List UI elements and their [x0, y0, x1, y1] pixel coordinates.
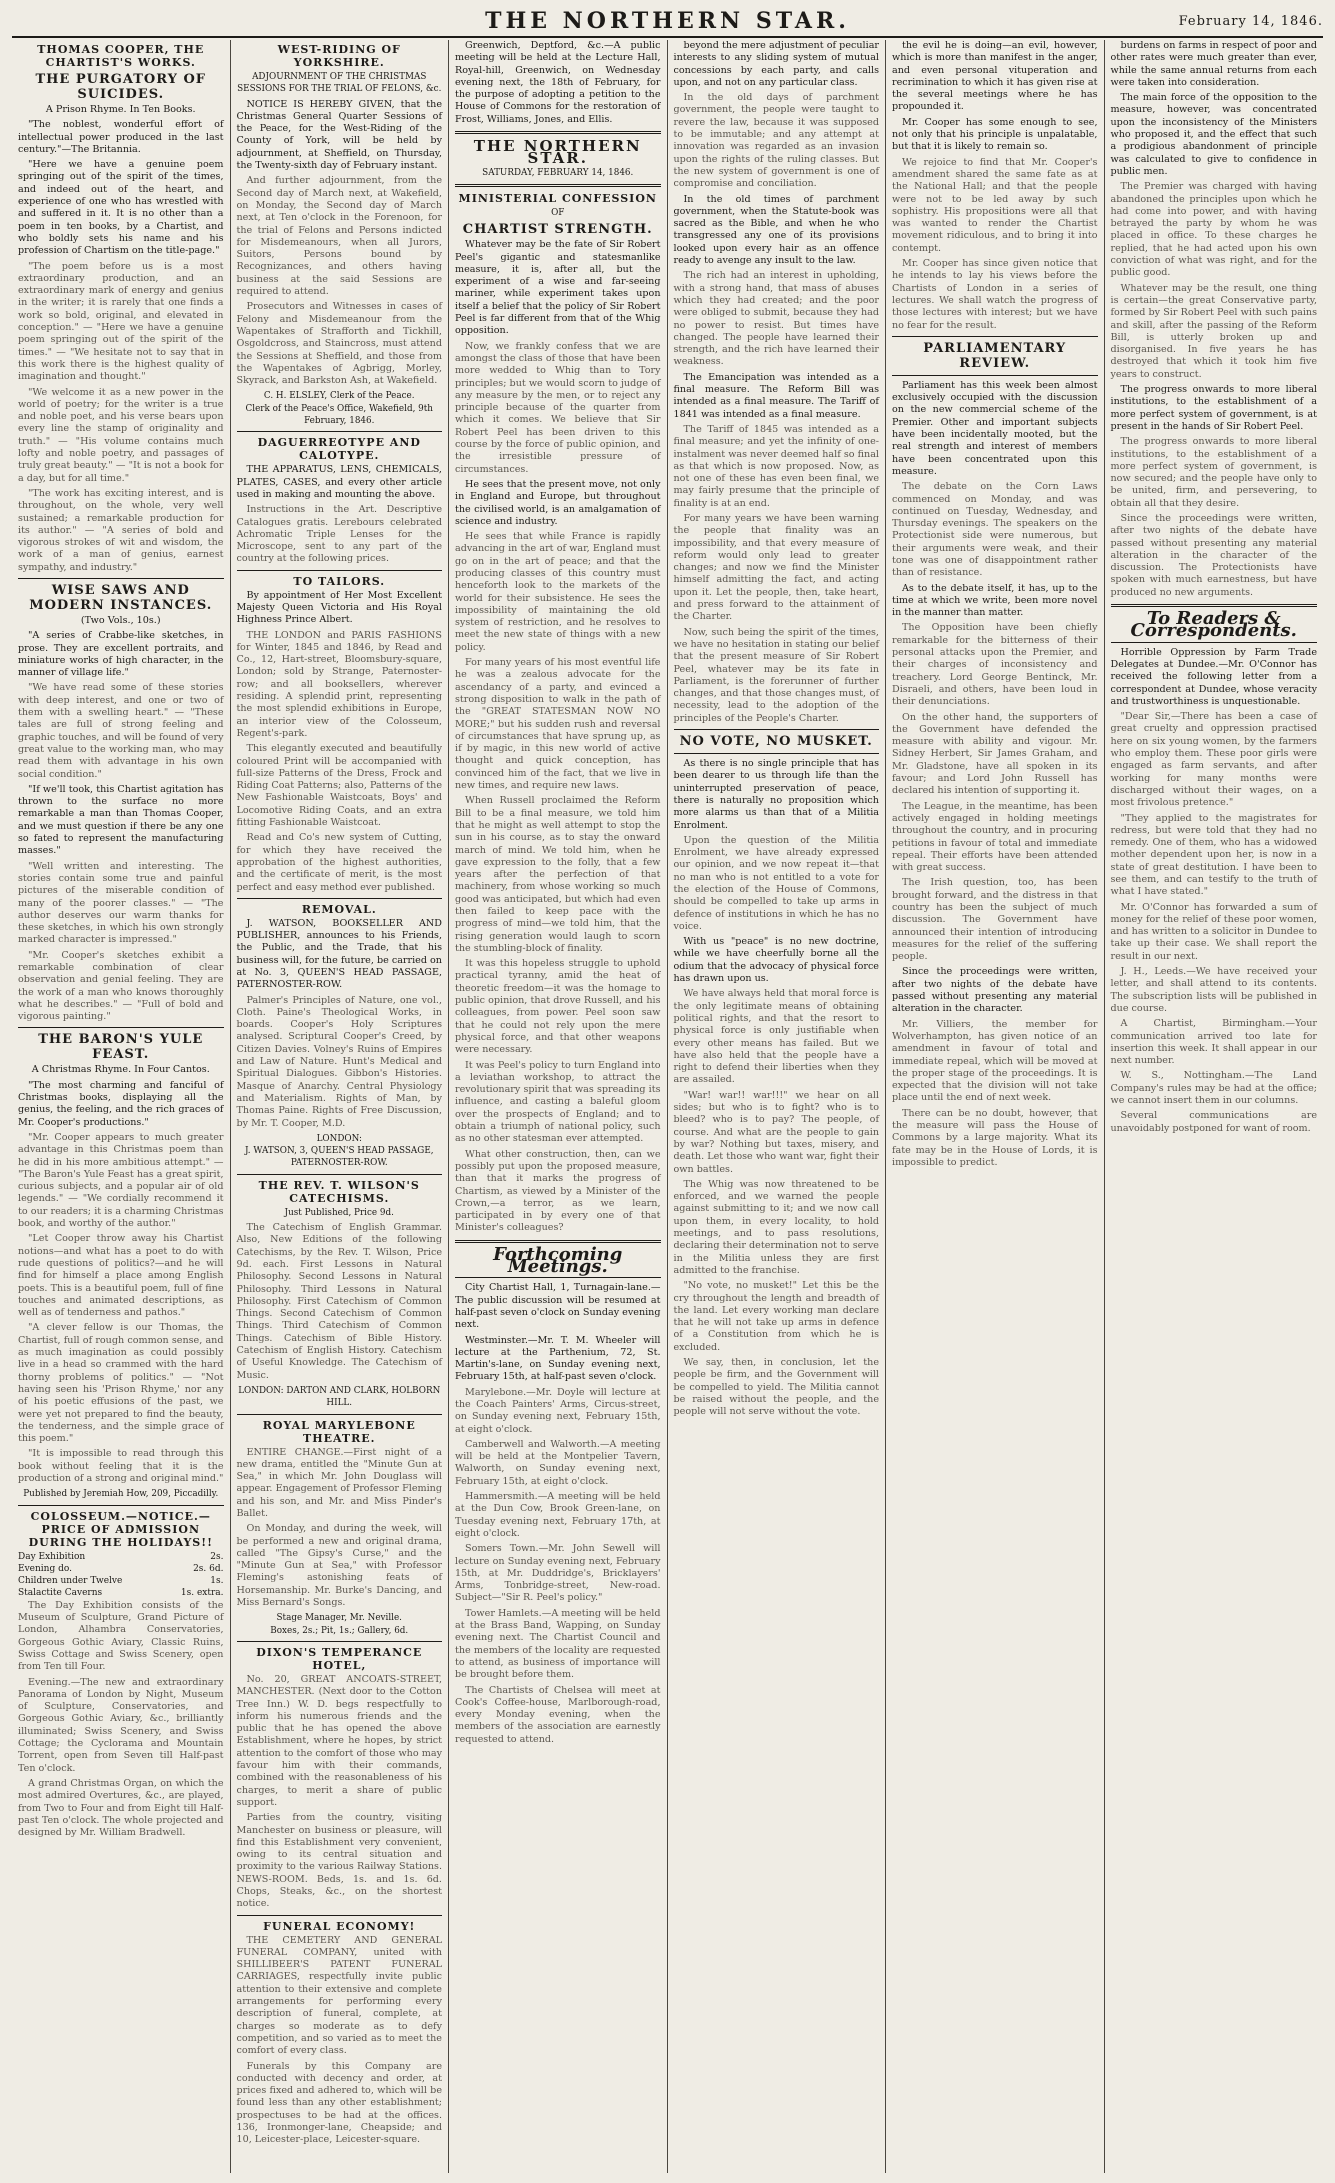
- editorial-paragraph: Whatever may be the fate of Sir Robert Peel's gigantic and statesmanlike measure, it is, after all, but the experiment of a wise and far-seeing mariner, while experiment takes upon itself a belief that the policy of Sir Robert Peel is far different from that of the Whig opposition.: [455, 239, 661, 337]
- theatre-heading: ROYAL MARYLEBONE THEATRE.: [262, 1418, 416, 1445]
- editorial-paragraph: the evil he is doing—an evil, however, which is more than manifest in the anger, and even personal vituperation and recrimination to which it has given rise at the several meetings where he has propounded it.: [892, 40, 1098, 113]
- purgatory-subtitle: A Prison Rhyme. In Ten Books.: [45, 104, 196, 115]
- review-paragraph: "Here we have a genuine poem springing out of the spirit of the times, and indeed out of the heart, and experience of one who has wrestled with and suffered in it. It is no other than a poem in ten books, by a Chartist, and who boldly sets his name and his profession of Chartism on the title-page.": [18, 159, 224, 257]
- review-paragraph: "If we'll took, this Chartist agitation has thrown to the surface no more remarkable a man than Thomas Cooper, and we must question if there be any one so fated to represent the manufacturing masses.": [18, 783, 224, 857]
- catechisms-heading: THE REV. T. WILSON'S CATECHISMS.: [258, 1178, 420, 1205]
- editorial-heading: MINISTERIAL CONFESSION: [458, 191, 657, 205]
- column-3: Greenwich, Deptford, &c.—A public meeting will be held at the Lecture Hall, Royal-hill, Greenwich, on Wednesday evening next, the 18th of February, for the purpose of adopting a petition to the House of Commons for the restoration of Frost, Williams, Jones, and Ellis. THE NORTHERN STAR. SATURDAY, FEBRUARY 14, 1846. MINISTERIAL CONFESSION OF CHARTIST STRENGTH. Whatever may be the fate of Sir Robert Peel's gigantic and statesmanlike measure, it is, after all, but the experiment of a wise and far-seeing mariner, while experiment takes upon itself a belief that the policy of Sir Robert Peel is far different from that of the Whig opposition. Now, we frankly confess that we are amongst the class of those that have been more wedded to Whig than to Tory principles; but we would scorn to judge of any measure by the men, or to reject any principle because of the quarter from which it comes. We believe that Sir Robert Peel has been driven to this course by the force of public opinion, and the irresistible pressure of circumstances. He sees that the present move, not only in England and Europe, but throughout the civilised world, is an amalgamation of science and industry. He sees that while France is rapidly advancing in the art of war, England must go on in the art of peace; and that the producing classes of this country must henceforth look to the markets of the world for their subsistence. He sees the impossibility of maintaining the old system of restriction, and he resolves to meet the new state of things with a new policy. For many years of his most eventful life he was a zealous advocate for the ascendancy of a party, and evinced a strong disposition to walk in the path of the "GREAT STATESMAN NOW NO MORE;" but his sudden rush and reversal of circumstances that have sprung up, as if by magic, in this new world of active thought and quick conception, has convinced him of the fact, that we live in new times, and require new laws. When Russell proclaimed the Reform Bill to be a final measure, we told him that he might as well attempt to stop the sun in his course, as to stay the onward march of mind. We told him, when he gave expression to the folly, that a few years after the perfection of that machinery, from whose working so much good was anticipated, but which had even then failed to keep pace with the progress of mind—we told him, that the rising generation would laugh to scorn the stumbling-block of finality. It was this hopeless struggle to uphold practical tyranny, amid the heat of theoretic freedom—it was the homage to public opinion, that drove Russell, and his colleagues, from power. Peel soon saw that he could not rely upon the mere physical force, and that other weapons were necessary. It was Peel's policy to turn England into a leviathan workshop, to attract the revolutionary spirit that was spreading its influence, and casting a baleful gloom over the prospects of England; and to obtain a triumph of national policy, such as no other statesman ever attempted. What other construction, then, can we possibly put upon the proposed measure, than that it marks the progress of Chartism, as viewed by a Minister of the Crown,—a terror, as we learn, participated in by every one of that Minister's colleagues? Forthcoming Meetings. City Chartist Hall, 1, Turnagain-lane.—The public discussion will be resumed at half-past seven o'clock on Sunday evening next. Westminster.—Mr. T. M. Wheeler will lecture at the Parthenium, 72, St. Martin's-lane, on Sunday evening next, February 15th, at half-past seven o'clock. Marylebone.—Mr. Doyle will lecture at the Coach Painters' Arms, Circus-street, on Sunday evening next, February 15th, at eight o'clock. Camberwell and Walworth.—A meeting will be held at the Montpelier Tavern, Walworth, on Sunday evening next, February 15th, at eight o'clock. Hammersmith.—A meeting will be held at the Dun Cow, Brook Green-lane, on Tuesday evening next, February 17th, at eight o'clock. Somers Town.—Mr. John Sewell will lecture on Sunday evening next, February 15th, at Mr. Duddridge's, Bricklayers' Arms, Tonbridge-street, New-road. Subject—"Sir R. Peel's policy." Tower Hamlets.—A meeting will be held at the Brass Band, Wapping, on Sunday evening next. The Chartist Council and the members of the locality are requested to attend, as business of importance will be brought before them. The Chartists of Chelsea will meet at Cook's Coffee-house, Marlborough-road, every Monday evening, when the members of the association are earnestly requested to attend.: [449, 40, 668, 2173]
- admission-prices: [18, 1551, 224, 1600]
- meetings-heading: Forthcoming Meetings.: [493, 1243, 623, 1278]
- review-paragraph: "The most charming and fanciful of Christmas books, displaying all the genius, the feeling, and the rich graces of Mr. Cooper's productions.": [18, 1079, 224, 1128]
- review-paragraph: "The noblest, wonderful effort of intellectual power produced in the last century."—The Britannia.: [18, 119, 224, 155]
- editorial-heading-of: OF: [551, 207, 565, 218]
- cooper-works-heading: THOMAS COOPER, THE CHARTIST'S WORKS.: [37, 43, 205, 69]
- parliament-paragraph: Parliament has this week been almost exclusively occupied with the discussion on the new commercial scheme of the Premier. Other and important subjects have been incidentally mooted, but the real strength and interest of members have been concentrated upon this measure.: [892, 379, 1098, 477]
- baron-feast-subtitle: A Christmas Rhyme. In Four Cantos.: [31, 1064, 210, 1076]
- price-row: Day Exhibition 2s.: [18, 1551, 224, 1562]
- correspondents-heading: To Readers & Correspondents.: [1130, 608, 1297, 642]
- meeting-notice: Westminster.—Mr. T. M. Wheeler will lecture at the Parthenium, 72, St. Martin's-lane, on Sunday evening next, February 15th, at half-past seven o'clock.: [455, 1334, 661, 1383]
- editorial-paragraph: The main force of the opposition to the measure, however, was concentrated upon the inconsistency of the Ministers who proposed it, and the effect that such a prodigious abandonment of principle was calculated to give to confidence in public men.: [1110, 92, 1317, 177]
- column-2: WEST-RIDING OF YORKSHIRE. ADJOURNMENT OF THE CHRISTMAS SESSIONS FOR THE TRIAL OF FELONS, &c. NOTICE IS HEREBY GIVEN, that the Christmas General Quarter Sessions of the Peace, for the West-Riding of the County of York, will be held by adjournment, at Sheffield, on Thursday, the Twenty-sixth day of February instant. And further adjournment, from the Second day of March next, at Wakefield, on Monday, the Second day of March next, at Ten o'clock in the Forenoon, for the trial of Felons and Persons indicted for Misdemeanours, when all Jurors, Suitors, Persons bound by Recognizances, and others having business at the said Sessions are required to attend. Prosecutors and Witnesses in cases of Felony and Misdemeanour from the Wapentakes of Strafforth and Tickhill, Osgoldcross, and Staincross, must attend the Sessions at Sheffield, and those from the Wapentakes of Agbrigg, Morley, Skyrack, and Barkston Ash, at Wakefield. C. H. ELSLEY, Clerk of the Peace. Clerk of the Peace's Office, Wakefield, 9th February, 1846. DAGUERREOTYPE AND CALOTYPE. THE APPARATUS, LENS, CHEMICALS, PLATES, CASES, and every other article used in making and mounting the above. Instructions in the Art. Descriptive Catalogues gratis. Lerebours celebrated Achromatic Triple Lenses for the Microscope, sent to any part of the country at the following prices. TO TAILORS. By appointment of Her Most Excellent Majesty Queen Victoria and His Royal Highness Prince Albert. THE LONDON and PARIS FASHIONS for Winter, 1845 and 1846, by Read and Co., 12, Hart-street, Bloomsbury-square, London; sold by Strange, Paternoster-row; and all booksellers, wherever residing. A splendid print, representing the most splendid exhibitions in Europe, an interior view of the Colosseum, Regent's-park. This elegantly executed and beautifully coloured Print will be accompanied with full-size Patterns of the Dress, Frock and Riding Coat Patterns; also, Patterns of the New Fashionable Waistcoats, Boys' and Locomotive Riding Coats, and an extra fitting Fashionable Waistcoat. Read and Co's new system of Cutting, for which they have received the approbation of the highest authorities, and the certificate of merit, is the most perfect and easy method ever published. REMOVAL. J. WATSON, BOOKSELLER AND PUBLISHER, announces to his Friends, the Public, and the Trade, that his business will, for the future, be carried on at No. 3, QUEEN'S HEAD PASSAGE, PATERNOSTER-ROW. Palmer's Principles of Nature, one vol., Cloth. Paine's Theological Works, in boards. Cooper's Holy Scriptures analysed. Scriptural Cooper's Creed, by Citizen Davies. Volney's Ruins of Empires and Law of Nature. Hunt's Medical and Spiritual Dialogues. Gibbon's Histories. Masque of Anarchy. Central Physiology and Materialism. Rights of Man, by Thomas Paine. Rights of Free Discussion, by Mr. T. Cooper, M.D. LONDON: J. WATSON, 3, QUEEN'S HEAD PASSAGE, PATERNOSTER-ROW. THE REV. T. WILSON'S CATECHISMS. Just Published, Price 9d. The Catechism of English Grammar. Also, New Editions of the following Catechisms, by the Rev. T. Wilson, Price 9d. each. First Lessons in Natural Philosophy. Second Lessons in Natural Philosophy. Third Lessons in Natural Philosophy. First Catechism of Common Things. Second Catechism of Common Things. Third Catechism of Common Things. Catechism of Bible History. Catechism of English History. Catechism of Useful Knowledge. The Catechism of Music. LONDON: DARTON AND CLARK, HOLBORN HILL. ROYAL MARYLEBONE THEATRE. ENTIRE CHANGE.—First night of a new drama, entitled the "Minute Gun at Sea," in which Mr. John Douglass will appear. Engagement of Professor Fleming and his son, and Mr. and Miss Pinder's Ballet. On Monday, and during the week, will be performed a new and original drama, called "The Gipsy's Curse," and the "Minute Gun at Sea," with Professor Fleming's astonishing feats of Horsemanship. Mr. Burke's Dancing, and Miss Bernard's Songs. Stage Manager, Mr. Neville. Boxes, 2s.; Pit, 1s.; Gallery, 6d. DIXON'S TEMPERANCE HOTEL, No. 20, GREAT ANCOATS-STREET, MANCHESTER. (Next door to the Cotton Tree Inn.) W. D. begs respectfully to inform his numerous friends and the public that he has opened the above Establishment, where he hopes, by strict attention to the comfort of those who may favour him with their commands, combined with the reasonableness of his charges, to merit a share of public support. Parties from the country, visiting Manchester on business or pleasure, will find this Establishment very convenient, owing to its central situation and proximity to the various Railway Stations. NEWS-ROOM. Beds, 1s. and 1s. 6d. Chops, Steaks, &c., on the shortest notice. FUNERAL ECONOMY! THE CEMETERY AND GENERAL FUNERAL COMPANY, united with SHILLIBEER'S PATENT FUNERAL CARRIAGES, respectfully invite public attention to their extensive and complete arrangements for performing every description of funeral, complete, at charges so moderate as to defy competition, and so varied as to meet the comfort of every class. Funerals by this Company are conducted with decency and order, at prices fixed and adhered to, which will be found less than any other establishment; prospectuses to be had at the offices. 136, Ironmonger-lane, Cheapside; and 10, Leicester-place, Leicester-square.: [231, 40, 450, 2173]
- catechisms-price: Just Published, Price 9d.: [284, 1207, 394, 1218]
- editorial-paragraph: The Emancipation was intended as a final measure. The Reform Bill was intended as a final measure. The Tariff of 1841 was intended as a final measure.: [673, 371, 879, 420]
- funeral-heading: FUNERAL ECONOMY!: [263, 1919, 416, 1933]
- purgatory-heading: THE PURGATORY OF SUICIDES.: [35, 72, 207, 102]
- no-vote-paragraph: As there is no single principle that has been dearer to us through life than the uninterrupted preservation of peace, there is naturally no proposition which more alarms us than that of a Militia Enrolment.: [673, 758, 879, 831]
- column-1: THOMAS COOPER, THE CHARTIST'S WORKS. THE PURGATORY OF SUICIDES. A Prison Rhyme. In Ten Books. "The noblest, wonderful effort of intellectual power produced in the last century."—The Britannia. "Here we have a genuine poem springing out of the spirit of the times, and indeed out of the heart, and experience of one who has wrestled with and suffered in it. It is no other than a poem in ten books, by a Chartist, and who boldly sets his name and his profession of Chartism on the title-page." "The poem before us is a most extraordinary production, and an extraordinary mark of energy and genius in the writer; it is rarely that one finds a work so bold, original, and elevated in conception." — "Here we have a genuine poem springing out of the spirit of the times." — "We hesitate not to say that in this work there is the highest quality of imagination and thought." "We welcome it as a new power in the world of poetry; for the writer is a true and noble poet, and his verse bears upon every line the stamp of originality and truth." — "His volume contains much lofty and noble poetry, and passages of truly great beauty." — "It is not a book for a day, but for all time." "The work has exciting interest, and is throughout, on the whole, very well sustained; a remarkable production for its author." — "A series of bold and vigorous strokes of wit and wisdom, the work of a man of genius, earnest sympathy, and industry." WISE SAWS AND MODERN INSTANCES. (Two Vols., 10s.) "A series of Crabbe-like sketches, in prose. They are excellent portraits, and miniature works of high character, in the manner of village life." "We have read some of these stories with deep interest, and one or two of them with a swelling heart." — "These tales are full of strong feeling and graphic touches, and will be found of very great value to the working man, who may read them with advantage in his own social condition." "If we'll took, this Chartist agitation has thrown to the surface no more remarkable a man than Thomas Cooper, and we must question if there be any one so fated to represent the manufacturing masses." "Well written and interesting. The stories contain some true and painful pictures of the miserable condition of many of the poorer classes." — "The author deserves our warm thanks for these sketches, in which his own strongly marked character is impressed." "Mr. Cooper's sketches exhibit a remarkable combination of clear observation and genial feeling. They are the work of a man who knows thoroughly what he describes." — "Full of bold and vigorous painting." THE BARON'S YULE FEAST. A Christmas Rhyme. In Four Cantos. "The most charming and fanciful of Christmas books, displaying all the genius, the feeling, and the rich graces of Mr. Cooper's productions." "Mr. Cooper appears to much greater advantage in this Christmas poem than he did in his more ambitious attempt." — "The Baron's Yule Feast has a great spirit, curious subjects, and a popular air of old legends." — "We cordially recommend it to our readers; it is a charming Christmas book, and worthy of the author." "Let Cooper throw away his Chartist notions—and what has a poet to do with rude questions of politics?—and he will find for himself a place among English poets. This is a beautiful poem, full of fine touches and animated descriptions, as well as of tenderness and pathos." "A clever fellow is our Thomas, the Chartist, full of rough common sense, and as much imagination as could possibly live in a head so crammed with the hard thorny problems of politics." — "Not having seen his 'Prison Rhyme,' nor any of his poetic effusions of the past, we were yet not prepared to find the beauty, the tenderness, and the simple grace of this poem." "It is impossible to read through this book without feeling that it is the production of a strong and original mind." Published by Jeremiah How, 209, Piccadilly. COLOSSEUM.—NOTICE.—PRICE OF ADMISSION DURING THE HOLIDAYS!! Day Exhibition 2s. Evening do. 2s. 6d. Children under Twelve 1s. Stalactite Caverns 1s. extra. The Day Exhibition consists of the Museum of Sculpture, Grand Picture of London, Alhambra Conservatories, Gorgeous Gothic Aviary, Classic Ruins, Swiss Cottage and Swiss Scenery, open from Ten till Four. Evening.—The new and extraordinary Panorama of London by Night, Museum of Sculpture, Conservatories, and Gorgeous Gothic Aviary, &c., brilliantly illuminated; Swiss Scenery, and Swiss Cottage; the Cyclorama and Mountain Torrent, open from Seven till Half-past Ten o'clock. A grand Christmas Organ, on which the most admired Overtures, &c., are played, from Two to Four and from Eight till Half-past Ten o'clock. The whole projected and designed by Mr. William Bradwell.: [12, 40, 231, 2173]
- editorial-paragraph: Mr. Cooper has some enough to see, not only that his principle is unpalatable, but that it is likely to remain so.: [892, 116, 1098, 153]
- column-4: beyond the mere adjustment of peculiar interests to any sliding system of mutual concessions by each party, and calls upon, and not on any particular class. In the old days of parchment government, the people were taught to revere the law, because it was supposed to be immutable; and any attempt at innovation was regarded as an invasion upon the rights of the ruling classes. But the new system of government is one of compromise and conciliation. In the old times of parchment government, when the Statute-book was sacred as the Bible, and when he who transgressed any one of its provisions looked upon every hair as an offence ready to avenge any insult to the law. The rich had an interest in upholding, with a strong hand, that mass of abuses which they had created; and the poor were obliged to submit, because they had no power to resist. But times have changed. The people have learned their strength, and the rich have learned their weakness. The Emancipation was intended as a final measure. The Reform Bill was intended as a final measure. The Tariff of 1841 was intended as a final measure. The Tariff of 1845 was intended as a final measure; and yet the infinity of one-instalment was never deemed half so final as that which is now proposed. Now, as not one of these has even been final, we may fairly presume that the principle of finality is at an end. For many years we have been warning the people that finality was an impossibility, and that every measure of reform would only lead to greater changes; and now we find the Minister himself admitting the fact, and acting upon it. Let the people, then, take heart, and press forward to the attainment of the Charter. Now, such being the spirit of the times, we have no hesitation in stating our belief that the present measure of Sir Robert Peel, whatever may be its fate in Parliament, is the forerunner of further changes, and that those changes must, of necessity, lead to the adoption of the principles of the People's Charter. NO VOTE, NO MUSKET. As there is no single principle that has been dearer to us through life than the uninterrupted preservation of peace, there is naturally no proposition which more alarms us than that of a Militia Enrolment. Upon the question of the Militia Enrolment, we have already expressed our opinion, and we now repeat it—that no man who is not entitled to a vote for the election of the House of Commons, should be compelled to take up arms in defence of institutions in which he has no voice. With us "peace" is no new doctrine, while we have cheerfully borne all the odium that the advocacy of physical force has drawn upon us. We have always held that moral force is the only legitimate means of obtaining political rights, and that the resort to physical force is only justifiable when every other means has failed. But we have also held that the people have a right to defend their liberties when they are assailed. "War! war!! war!!!" we hear on all sides; but who is to fight? who is to bleed? who is to pay? The people, of course. And what are the people to gain by war? Nothing but taxes, misery, and death. Let those who want war, fight their own battles. The Whig was now threatened to be enforced, and we warned the people against submitting to it; and we now call upon them, in every locality, to hold meetings, and to pass resolutions, declaring their determination not to serve in the Militia unless they are first admitted to the franchise. "No vote, no musket!" Let this be the cry throughout the length and breadth of the land. Let every working man declare that he will not take up arms in defence of a Constitution from which he is excluded. We say, then, in conclusion, let the people be firm, and the Government will be compelled to yield. The Militia cannot be raised without the people, and the people will not serve without the vote.: [668, 40, 887, 2173]
- sessions-subheading: ADJOURNMENT OF THE CHRISTMAS SESSIONS FOR THE TRIAL OF FELONS, &c.: [237, 72, 442, 95]
- editorial-paper-title: THE NORTHERN STAR.: [473, 137, 642, 168]
- parliament-paragraph: As to the debate itself, it has, up to the time at which we write, been more novel in the manner than matter.: [892, 582, 1098, 619]
- review-paragraph: "A series of Crabbe-like sketches, in prose. They are excellent portraits, and miniature works of high character, in the manner of village life.": [18, 630, 224, 679]
- editorial-date: SATURDAY, FEBRUARY 14, 1846.: [482, 167, 634, 178]
- removal-paragraph: J. WATSON, BOOKSELLER AND PUBLISHER, announces to his Friends, the Public, and the Trade, that his business will, for the future, be carried on at No. 3, QUEEN'S HEAD PASSAGE, PATERNOSTER-ROW.: [236, 917, 442, 991]
- no-vote-paragraph: With us "peace" is no new doctrine, while we have cheerfully borne all the odium that the advocacy of physical force has drawn upon us.: [673, 936, 879, 985]
- meeting-notice: Greenwich, Deptford, &c.—A public meeting will be held at the Lecture Hall, Royal-hill, Greenwich, on Wednesday evening next, the 18th of February, for the purpose of adopting a petition to the House of Commons for the restoration of Frost, Williams, Jones, and Ellis.: [455, 40, 661, 125]
- wise-saws-heading: WISE SAWS AND MODERN INSTANCES.: [29, 582, 213, 613]
- editorial-paragraph: beyond the mere adjustment of peculiar interests to any sliding system of mutual concessions by each party, and calls upon, and not on any particular class.: [673, 40, 879, 88]
- tailors-heading: TO TAILORS.: [293, 574, 386, 588]
- removal-heading: REMOVAL.: [301, 902, 377, 916]
- colosseum-heading: COLOSSEUM.—NOTICE.—PRICE OF ADMISSION DURING THE HOLIDAYS!!: [28, 1509, 213, 1549]
- price-row: Children under Twelve 1s.: [18, 1576, 224, 1587]
- price-row: Evening do. 2s. 6d.: [18, 1563, 224, 1574]
- notice-paragraph: NOTICE IS HEREBY GIVEN, that the Christmas General Quarter Sessions of the Peace, for the West-Riding of the County of York, will be held by adjournment, at Sheffield, on Thursday, the Twenty-sixth day of February instant.: [236, 98, 442, 172]
- editorial-paragraph: He sees that the present move, not only in England and Europe, but throughout the civilised world, is an amalgamation of science and industry.: [455, 478, 661, 527]
- column-6: burdens on farms in respect of poor and other rates were much greater than ever, while the same annual returns from each were taken into consideration. The main force of the opposition to the measure, however, was concentrated upon the inconsistency of the Ministers who proposed it, and the effect that such a prodigious abandonment of principle was calculated to give to confidence in public men. The Premier was charged with having abandoned the principles upon which he had come into power, and with having betrayed the party by whom he was placed in office. To these charges he replied, that he had acted upon his own conviction of what was right, and for the public good. Whatever may be the result, one thing is certain—the great Conservative party, formed by Sir Robert Peel with such pains and skill, after the passing of the Reform Bill, is utterly broken up and disorganised. In five years he has destroyed that which it took him five years to construct. The progress onwards to more liberal institutions, to the establishment of a more perfect system of government, is at present in the hands of Sir Robert Peel. The progress onwards to more liberal institutions, to the establishment of a more perfect system of government, is now secured; and the people have only to be united, firm, and persevering, to obtain all that they desire. Since the proceedings were written, after two nights of the debate have passed without presenting any material alteration in the character of the discussion. The Protectionists have spoken with much earnestness, but have produced no new arguments. To Readers & Correspondents. Horrible Oppression by Farm Trade Delegates at Dundee.—Mr. O'Connor has received the following letter from a correspondent at Dundee, whose veracity and trustworthiness is unquestionable. "Dear Sir,—There has been a case of great cruelty and oppression practised here on six young women, by the farmers who employ them. These poor girls were engaged as farm servants, and after working for many months were discharged without their wages, on a most frivolous pretence." "They applied to the magistrates for redress, but were told that they had no remedy. One of them, who has a widowed mother dependent upon her, is now in a state of great destitution. I have been to see them, and can testify to the truth of what I have stated." Mr. O'Connor has forwarded a sum of money for the relief of these poor women, and has written to a solicitor in Dundee to take up their case. We shall report the result in our next. J. H., Leeds.—We have received your letter, and shall attend to its contents. The subscription lists will be published in due course. A Chartist, Birmingham.—Your communication arrived too late for insertion this week. It shall appear in our next number. W. S., Nottingham.—The Land Company's rules may be had at the office; we cannot insert them in our columns. Several communications are unavoidably postponed for want of room.: [1110, 40, 1317, 1134]
- wise-saws-price: (Two Vols., 10s.): [80, 614, 161, 626]
- daguerreotype-heading: DAGUERREOTYPE AND CALOTYPE.: [257, 436, 421, 463]
- editorial-paragraph: The progress onwards to more liberal institutions, to the establishment of a more perfect system of government, is at present in the hands of Sir Robert Peel.: [1110, 384, 1317, 432]
- hotel-heading: DIXON'S TEMPERANCE HOTEL,: [256, 1645, 423, 1672]
- notice-paragraph: By appointment of Her Most Excellent Majesty Queen Victoria and His Royal Highness Prince Albert.: [236, 589, 442, 626]
- price-row: Stalactite Caverns 1s. extra.: [18, 1588, 224, 1599]
- editorial-paragraph: In the old times of parchment government, when the Statute-book was sacred as the Bible, and when he who transgressed any one of its provisions looked upon every hair as an offence ready to avenge any insult to the law.: [673, 193, 879, 267]
- west-riding-heading: WEST-RIDING OF YORKSHIRE.: [277, 43, 401, 69]
- no-vote-heading: NO VOTE, NO MUSKET.: [679, 734, 873, 750]
- meeting-notice: City Chartist Hall, 1, Turnagain-lane.—The public discussion will be resumed at half-past seven o'clock on Sunday evening next.: [455, 1282, 661, 1331]
- masthead: [12, 8, 1323, 38]
- notice-paragraph: THE APPARATUS, LENS, CHEMICALS, PLATES, CASES, and every other article used in making and mounting the above.: [236, 464, 442, 500]
- column-5: the evil he is doing—an evil, however, which is more than manifest in the anger, and even personal vituperation and recrimination to which it has given rise at the several meetings where he has propounded it. Mr. Cooper has some enough to see, not only that his principle is unpalatable, but that it is likely to remain so. We rejoice to find that Mr. Cooper's amendment shared the same fate as at the National Hall; and that the people were not to be led away by such sophistry. His propositions were all that was wanted to render the Chartist movement ridiculous, and to bring it into contempt. Mr. Cooper has since given notice that he intends to lay his views before the Chartists of London in a series of lectures. We shall watch the progress of those lectures with interest; but we have no fear for the result. PARLIAMENTARY REVIEW. Parliament has this week been almost exclusively occupied with the discussion on the new commercial scheme of the Premier. Other and important subjects have been incidentally mooted, but the real strength and interest of members have been concentrated upon this measure. The debate on the Corn Laws commenced on Monday, and was continued on Tuesday, Wednesday, and Thursday evenings. The speakers on the Protectionist side were numerous, but their arguments were weak, and their tone was one of disappointment rather than of resistance. As to the debate itself, it has, up to the time at which we write, been more novel in the manner than matter. The Opposition have been chiefly remarkable for the bitterness of their personal attacks upon the Premier, and their charges of inconsistency and treachery. Lord George Bentinck, Mr. Disraeli, and others, have been loud in their denunciations. On the other hand, the supporters of the Government have defended the measure with ability and vigour. Mr. Sidney Herbert, Sir James Graham, and Mr. Gladstone, have all spoken in its favour; and Lord John Russell has declared his intention of supporting it. The League, in the meantime, has been actively engaged in holding meetings throughout the country, and in procuring petitions in favour of total and immediate repeal. Their efforts have been attended with great success. The Irish question, too, has been brought forward, and the distress in that country has been the subject of much discussion. The Government have announced their intention of introducing measures for the relief of the suffering people. Since the proceedings were written, after two nights of the debate have passed without presenting any material alteration in the character. Mr. Villiers, the member for Wolverhampton, has given notice of an amendment in favour of total and immediate repeal, which will be moved at the proper stage of the proceedings. It is expected that the division will not take place until the end of next week. There can be no doubt, however, that the measure will pass the House of Commons by a large majority. What its fate may be in the House of Lords, it is impossible to predict.: [886, 40, 1105, 2173]
- baron-feast-heading: THE BARON'S YULE FEAST.: [38, 1032, 204, 1063]
- newspaper-title: THE NORTHERN STAR.: [485, 8, 850, 34]
- issue-date: February 14, 1846.: [1178, 14, 1323, 29]
- editorial-paragraph: burdens on farms in respect of poor and other rates were much greater than ever, while the same annual returns from each were taken into consideration.: [1110, 40, 1317, 88]
- parliamentary-heading: PARLIAMENTARY REVIEW.: [923, 340, 1067, 371]
- correspondent-paragraph: Horrible Oppression by Farm Trade Delegates at Dundee.—Mr. O'Connor has received the following letter from a correspondent at Dundee, whose veracity and trustworthiness is unquestionable.: [1110, 646, 1317, 707]
- editorial-subheading: CHARTIST STRENGTH.: [462, 222, 653, 238]
- columns: [12, 40, 1323, 2173]
- parliament-paragraph: Since the proceedings were written, after two nights of the debate have passed without presenting any material alteration in the character.: [892, 966, 1098, 1015]
